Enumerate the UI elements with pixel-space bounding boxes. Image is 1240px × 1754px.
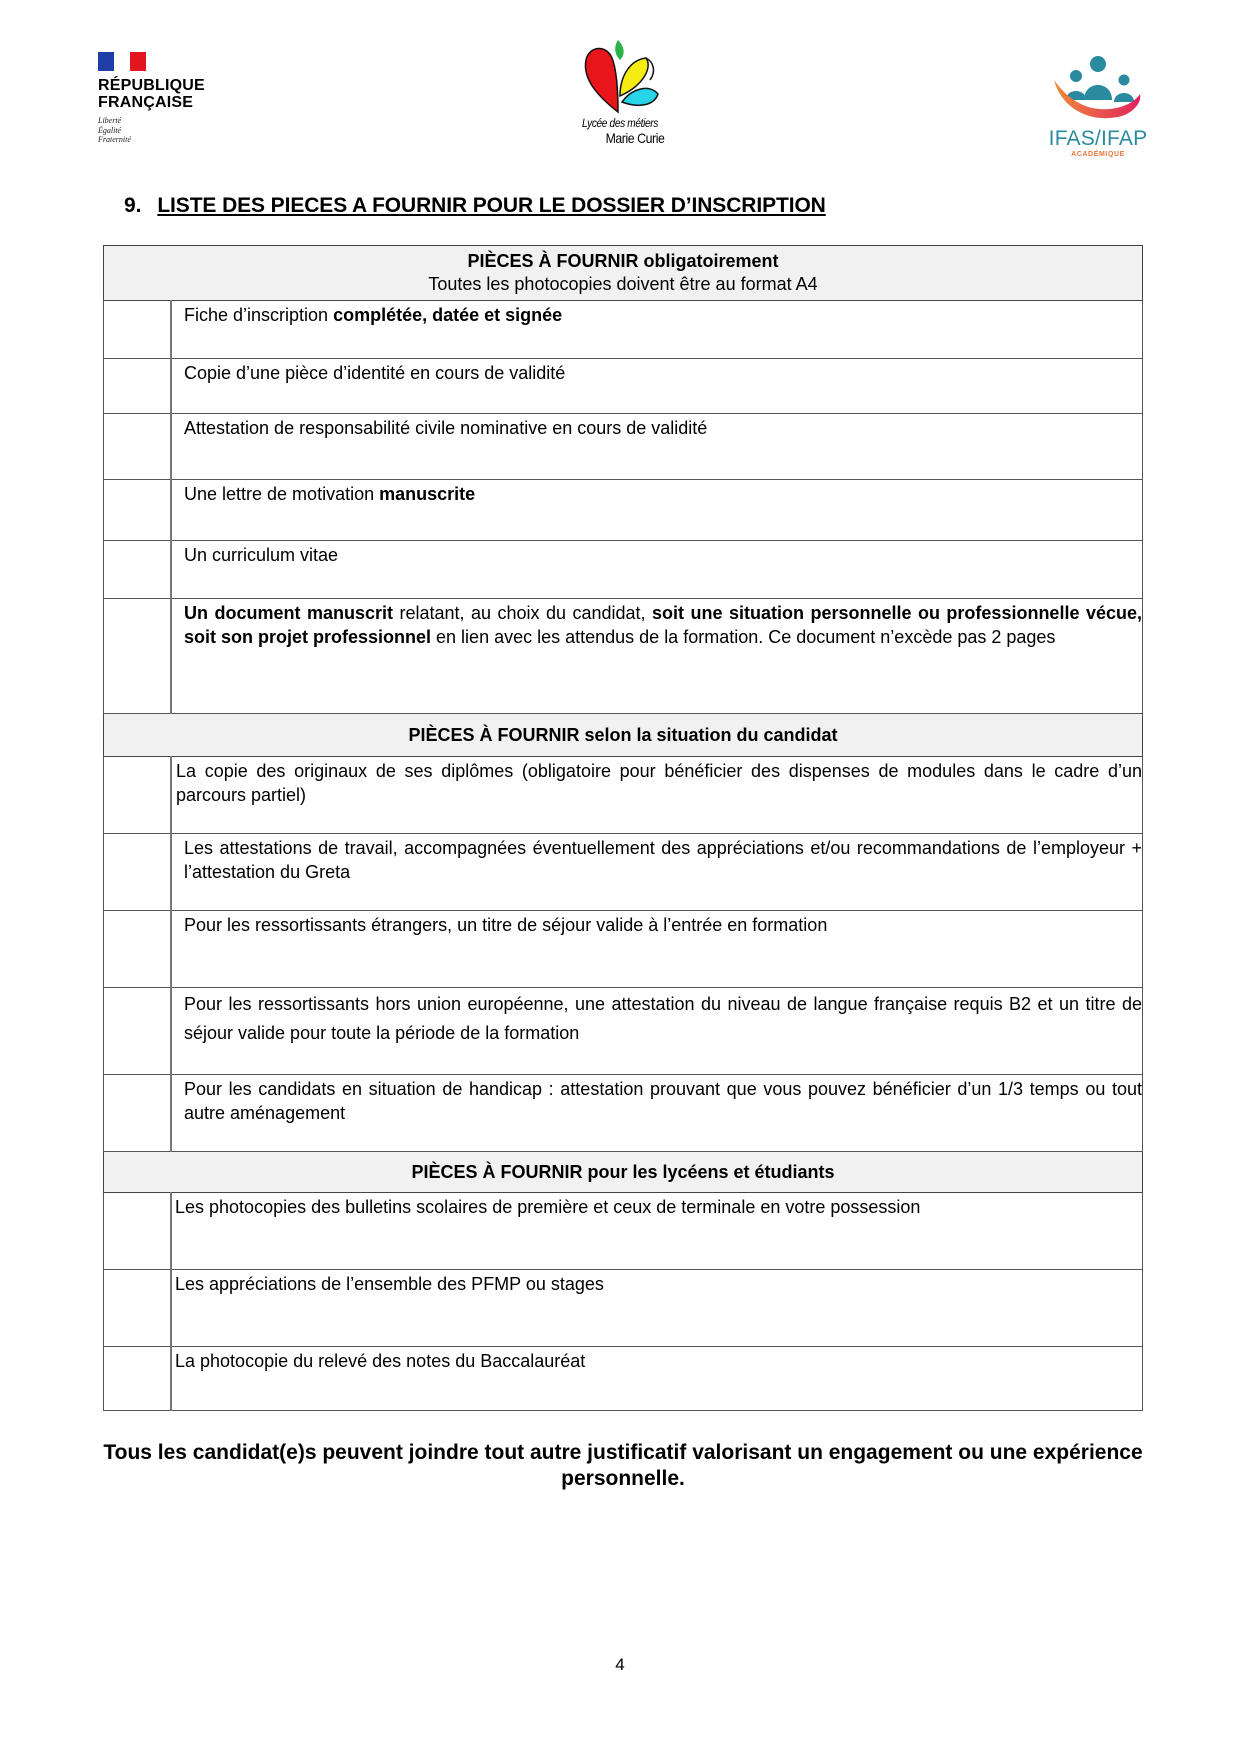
section-title bbox=[124, 194, 826, 218]
rf-motto-3: Fraternité bbox=[98, 135, 131, 144]
french-flag-icon bbox=[98, 52, 146, 71]
item-text: Les photocopies des bulletins scolaires de première et ceux de terminale en votre possession bbox=[171, 1193, 1143, 1270]
footer-note: Tous les candidat(e)s peuvent joindre tout autre justificatif valorisant un engagement ou une expérience personnelle. bbox=[103, 1441, 1143, 1490]
item-text: Une lettre de motivation manuscrite bbox=[171, 480, 1143, 541]
lycee-name-line2: Marie Curie bbox=[605, 130, 665, 146]
lycee-name-line1: Lycée des métiers bbox=[582, 118, 658, 130]
table-row bbox=[104, 414, 1143, 480]
table-row bbox=[104, 1075, 1143, 1152]
ifas-ifap-logo bbox=[1043, 54, 1153, 158]
item-text: Un curriculum vitae bbox=[171, 541, 1143, 599]
table-row bbox=[104, 301, 1143, 359]
section-title-text: LISTE DES PIECES A FOURNIR POUR LE DOSSIER D’INSCRIPTION bbox=[157, 194, 826, 217]
item-text: Pour les ressortissants hors union européenne, une attestation du niveau de langue française requis B2 et un titre de séjour valide pour toute la période de la formation bbox=[171, 988, 1143, 1075]
checkbox-cell[interactable] bbox=[104, 599, 172, 714]
item-text: Un document manuscrit relatant, au choix du candidat, soit une situation personnelle ou professionnelle vécue, soit son projet professionnel en lien avec les attendus de la formation. Ce document n’excède pas 2 pages bbox=[171, 599, 1143, 714]
checkbox-cell[interactable] bbox=[104, 1347, 172, 1411]
table-row bbox=[104, 541, 1143, 599]
checkbox-cell[interactable] bbox=[104, 1270, 172, 1347]
item-text: Pour les ressortissants étrangers, un titre de séjour valide à l’entrée en formation bbox=[171, 911, 1143, 988]
group-header-situation bbox=[104, 714, 1143, 757]
table-row bbox=[104, 1193, 1143, 1270]
item-text: Les appréciations de l’ensemble des PFMP ou stages bbox=[171, 1270, 1143, 1347]
item-text: La copie des originaux de ses diplômes (obligatoire pour bénéficier des dispenses de modules dans le cadre d’un parcours partiel) bbox=[171, 757, 1143, 834]
republique-francaise-logo bbox=[98, 52, 218, 145]
rf-brand-line2: FRANÇAISE bbox=[98, 94, 194, 111]
page-number: 4 bbox=[615, 1655, 625, 1674]
table-row bbox=[104, 911, 1143, 988]
rf-motto-2: Égalité bbox=[98, 125, 122, 135]
checkbox-cell[interactable] bbox=[104, 414, 172, 480]
checkbox-cell[interactable] bbox=[104, 757, 172, 834]
documents-table bbox=[103, 245, 1143, 1411]
table-row bbox=[104, 757, 1143, 834]
item-text: La photocopie du relevé des notes du Baccalauréat bbox=[171, 1347, 1143, 1411]
item-text: Fiche d’inscription complétée, datée et signée bbox=[171, 301, 1143, 359]
table-row bbox=[104, 834, 1143, 911]
rf-motto-1: Liberté bbox=[98, 116, 122, 125]
checkbox-cell[interactable] bbox=[104, 834, 172, 911]
item-text: Pour les candidats en situation de handicap : attestation prouvant que vous pouvez bénéficier d’un 1/3 temps ou tout autre aménagement bbox=[171, 1075, 1143, 1152]
section-number: 9. bbox=[124, 194, 142, 217]
item-text: Les attestations de travail, accompagnées éventuellement des appréciations et/ou recommandations de l’employeur + l’attestation du Greta bbox=[171, 834, 1143, 911]
lycee-emblem-icon bbox=[580, 36, 660, 116]
lycee-marie-curie-logo bbox=[565, 36, 675, 146]
item-text: Copie d’une pièce d’identité en cours de validité bbox=[171, 359, 1143, 414]
group-title: PIÈCES À FOURNIR obligatoirement bbox=[467, 251, 779, 271]
group-subtitle: Toutes les photocopies doivent être au format A4 bbox=[428, 274, 818, 294]
ifas-subtitle: ACADÉMIQUE bbox=[1071, 151, 1125, 158]
checkbox-cell[interactable] bbox=[104, 480, 172, 541]
checkbox-cell[interactable] bbox=[104, 1075, 172, 1152]
checkbox-cell[interactable] bbox=[104, 911, 172, 988]
table-row bbox=[104, 988, 1143, 1075]
checkbox-cell[interactable] bbox=[104, 301, 172, 359]
ifas-people-hand-icon bbox=[1052, 54, 1144, 126]
item-text: Attestation de responsabilité civile nominative en cours de validité bbox=[171, 414, 1143, 480]
checkbox-cell[interactable] bbox=[104, 988, 172, 1075]
checkbox-cell[interactable] bbox=[104, 1193, 172, 1270]
group-header-students bbox=[104, 1152, 1143, 1193]
table-row bbox=[104, 599, 1143, 714]
group-header-mandatory bbox=[104, 246, 1143, 301]
table-row bbox=[104, 1347, 1143, 1411]
group-title: PIÈCES À FOURNIR selon la situation du candidat bbox=[408, 725, 838, 745]
rf-brand-line1: RÉPUBLIQUE bbox=[98, 77, 205, 94]
table-row bbox=[104, 359, 1143, 414]
group-title: PIÈCES À FOURNIR pour les lycéens et étudiants bbox=[411, 1162, 835, 1182]
checkbox-cell[interactable] bbox=[104, 541, 172, 599]
checkbox-cell[interactable] bbox=[104, 359, 172, 414]
rf-motto bbox=[98, 116, 218, 145]
table-row bbox=[104, 1270, 1143, 1347]
table-row bbox=[104, 480, 1143, 541]
ifas-name: IFAS/IFAP bbox=[1048, 127, 1148, 150]
